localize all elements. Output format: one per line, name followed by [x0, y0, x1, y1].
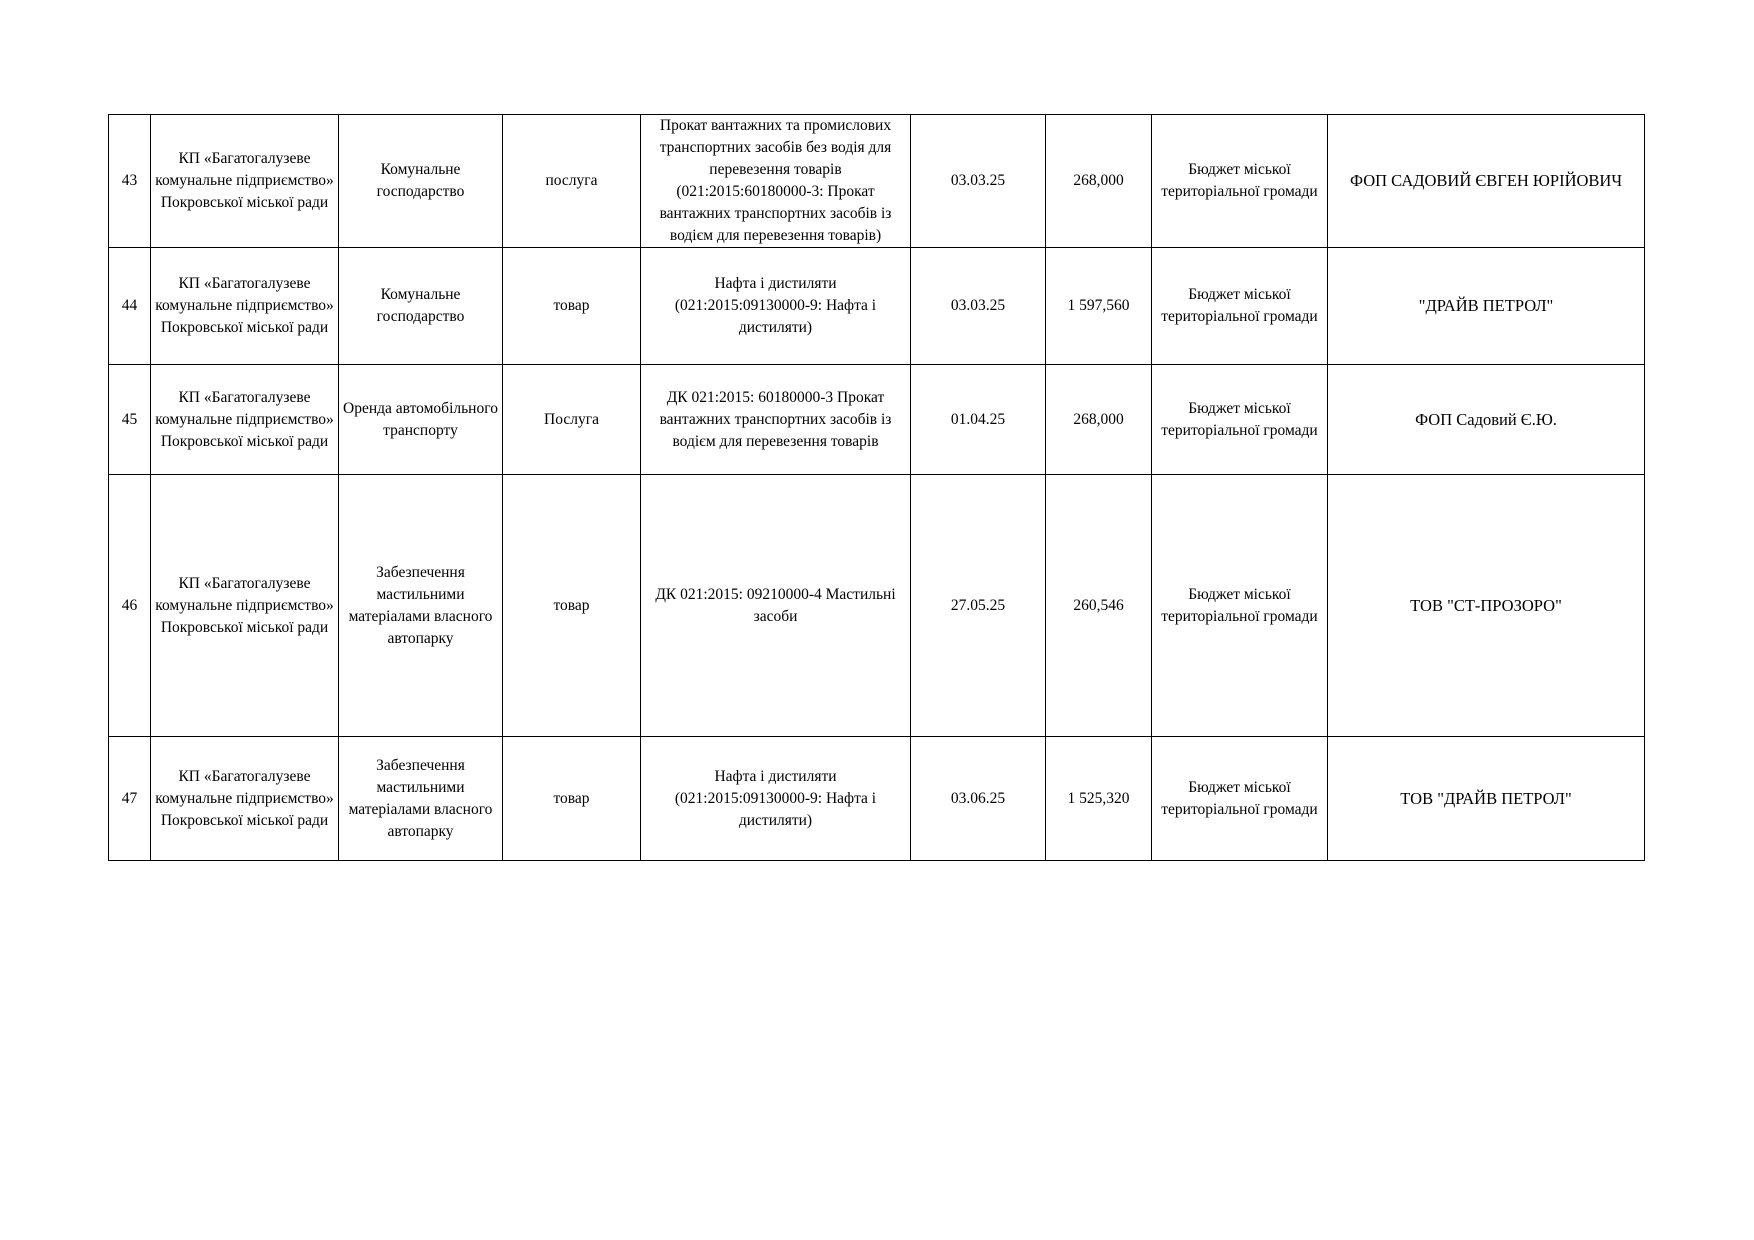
- table-row: [109, 365, 1645, 475]
- type-cell: товар: [503, 737, 641, 861]
- row-number: 46: [109, 475, 151, 737]
- procurement-table: [108, 114, 1645, 861]
- row-number: 47: [109, 737, 151, 861]
- purpose-cell: Оренда автомобільного транспорту: [339, 365, 503, 475]
- type-cell: товар: [503, 475, 641, 737]
- funding-source-cell: Бюджет міської територіальної громади: [1152, 248, 1328, 365]
- contractor-cell: "ДРАЙВ ПЕТРОЛ": [1328, 248, 1645, 365]
- table-row: [109, 737, 1645, 861]
- funding-source-cell: Бюджет міської територіальної громади: [1152, 475, 1328, 737]
- date-cell: 01.04.25: [911, 365, 1046, 475]
- contractor-cell: ФОП Садовий Є.Ю.: [1328, 365, 1645, 475]
- amount-cell: 260,546: [1046, 475, 1152, 737]
- date-cell: 03.06.25: [911, 737, 1046, 861]
- contractor-cell: ТОВ "ДРАЙВ ПЕТРОЛ": [1328, 737, 1645, 861]
- purpose-cell: Забезпечення мастильними матеріалами власного автопарку: [339, 737, 503, 861]
- purpose-cell: Забезпечення мастильними матеріалами власного автопарку: [339, 475, 503, 737]
- subject-cell: ДК 021:2015: 09210000-4 Мастильні засоби: [641, 475, 911, 737]
- row-number: 45: [109, 365, 151, 475]
- date-cell: 27.05.25: [911, 475, 1046, 737]
- type-cell: Послуга: [503, 365, 641, 475]
- funding-source-cell: Бюджет міської територіальної громади: [1152, 365, 1328, 475]
- row-number: 43: [109, 115, 151, 248]
- date-cell: 03.03.25: [911, 115, 1046, 248]
- table-row: [109, 248, 1645, 365]
- table-row: [109, 475, 1645, 737]
- date-cell: 03.03.25: [911, 248, 1046, 365]
- purpose-cell: Комунальне господарство: [339, 248, 503, 365]
- amount-cell: 268,000: [1046, 115, 1152, 248]
- amount-cell: 1 525,320: [1046, 737, 1152, 861]
- customer-cell: КП «Багатогалузеве комунальне підприємство» Покровської міської ради: [151, 115, 339, 248]
- subject-cell: Нафта і дистиляти (021:2015:09130000-9: Нафта і дистиляти): [641, 248, 911, 365]
- subject-cell: Нафта і дистиляти (021:2015:09130000-9: Нафта і дистиляти): [641, 737, 911, 861]
- subject-cell: ДК 021:2015: 60180000-3 Прокат вантажних транспортних засобів із водієм для перевезення товарів: [641, 365, 911, 475]
- contractor-cell: ФОП САДОВИЙ ЄВГЕН ЮРІЙОВИЧ: [1328, 115, 1645, 248]
- type-cell: послуга: [503, 115, 641, 248]
- amount-cell: 1 597,560: [1046, 248, 1152, 365]
- subject-cell: Прокат вантажних та промислових транспортних засобів без водія для перевезення товарів (021:2015:60180000-3: Прокат вантажних транспортних засобів із водієм для перевезення товарів): [641, 115, 911, 248]
- table-row: [109, 115, 1645, 248]
- type-cell: товар: [503, 248, 641, 365]
- funding-source-cell: Бюджет міської територіальної громади: [1152, 737, 1328, 861]
- purpose-cell: Комунальне господарство: [339, 115, 503, 248]
- row-number: 44: [109, 248, 151, 365]
- customer-cell: КП «Багатогалузеве комунальне підприємство» Покровської міської ради: [151, 248, 339, 365]
- amount-cell: 268,000: [1046, 365, 1152, 475]
- customer-cell: КП «Багатогалузеве комунальне підприємство» Покровської міської ради: [151, 737, 339, 861]
- funding-source-cell: Бюджет міської територіальної громади: [1152, 115, 1328, 248]
- contractor-cell: ТОВ "СТ-ПРОЗОРО": [1328, 475, 1645, 737]
- customer-cell: КП «Багатогалузеве комунальне підприємство» Покровської міської ради: [151, 365, 339, 475]
- customer-cell: КП «Багатогалузеве комунальне підприємство» Покровської міської ради: [151, 475, 339, 737]
